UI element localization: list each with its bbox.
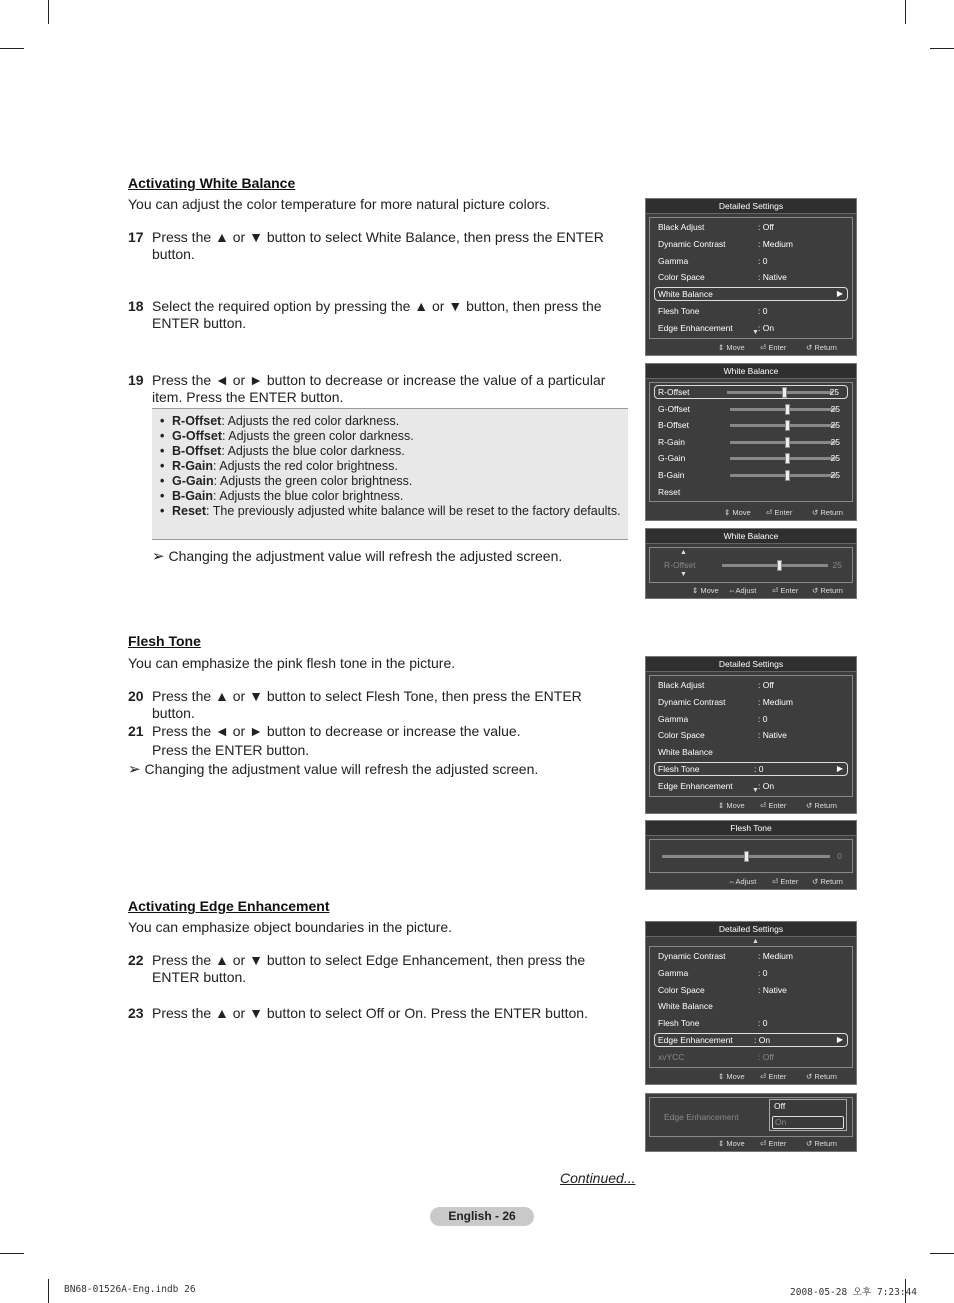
menu-item-value: : Native	[758, 272, 787, 283]
bullet-desc: : Adjusts the green color brightness.	[213, 474, 413, 488]
menu-item-label: White Balance	[658, 289, 713, 300]
enter-hint	[760, 1070, 786, 1084]
wb-item[interactable]	[658, 485, 848, 499]
menu-item-value: : Medium	[758, 696, 793, 707]
osd-slider-box	[649, 547, 853, 583]
return-icon: ↺	[806, 1139, 813, 1148]
return-hint	[806, 1137, 837, 1151]
menu-item-label: Flesh Tone	[658, 306, 700, 316]
menu-item-label: Flesh Tone	[658, 764, 700, 774]
menu-item[interactable]	[658, 949, 848, 963]
return-label: Return	[820, 508, 843, 517]
menu-item-label: White Balance	[658, 747, 713, 758]
enter-label: Enter	[768, 1139, 787, 1148]
slider-track[interactable]	[730, 457, 836, 460]
print-footer-left: BN68-01526A-Eng.indb 26	[64, 1284, 196, 1295]
slider-track[interactable]	[730, 441, 836, 444]
osd-footer	[646, 1137, 856, 1151]
page-number: English - 26	[430, 1207, 534, 1226]
menu-item-label: xvYCC	[658, 1051, 685, 1062]
play-arrow-icon: ▶	[836, 764, 843, 773]
wb-item-value: 25	[830, 420, 840, 431]
bullet-term: Reset	[172, 504, 207, 518]
enter-label: Enter	[768, 801, 787, 810]
adjust-hint	[728, 875, 756, 889]
osd-detailed-settings-3	[645, 921, 857, 1085]
option-dropdown[interactable]	[769, 1099, 847, 1131]
osd-footer	[646, 875, 856, 889]
bullet-item	[160, 429, 628, 444]
move-hint	[724, 506, 751, 520]
enter-icon: ⏎	[766, 508, 773, 517]
white-balance-intro: You can adjust the color temperature for more natural picture colors.	[128, 196, 551, 212]
menu-item-value: : 0	[758, 713, 768, 724]
return-hint	[806, 799, 837, 813]
osd-slider-box	[649, 839, 853, 873]
wb-item[interactable]	[654, 385, 848, 399]
crop-mark	[0, 1253, 24, 1254]
bullet-desc: : Adjusts the red color darkness.	[221, 414, 400, 428]
wb-item-value: 25	[829, 387, 839, 397]
slider-knob[interactable]	[785, 470, 790, 481]
step-text: Press the ▲ or ▼ button to select White Balance, then press the ENTER button.	[152, 229, 604, 262]
step-number: 21	[128, 723, 144, 739]
enter-icon: ⏎	[760, 1139, 767, 1148]
move-hint	[718, 799, 745, 813]
enter-label: Enter	[768, 1072, 787, 1081]
osd-title: Detailed Settings	[646, 199, 856, 214]
edge-enhancement-intro: You can emphasize object boundaries in the picture.	[128, 919, 453, 935]
bullet-term: B-Offset	[172, 444, 222, 458]
enter-icon: ⏎	[760, 343, 767, 352]
osd-slider-row	[658, 558, 848, 572]
crop-mark	[905, 0, 906, 24]
osd-title: Flesh Tone	[646, 821, 856, 836]
scroll-up-icon: ▲	[680, 549, 687, 556]
move-hint	[718, 1070, 745, 1084]
menu-item-value: : 0	[758, 255, 768, 266]
wb-item-label: R-Offset	[658, 387, 690, 397]
return-label: Return	[820, 586, 843, 595]
step-text: Press the ▲ or ▼ button to select Off or On. Press the ENTER button.	[152, 1005, 588, 1021]
return-hint	[812, 875, 843, 889]
menu-item-label: Color Space	[658, 984, 705, 995]
osd-detailed-settings-2	[645, 656, 857, 814]
bullet-item	[160, 474, 628, 489]
menu-item-value: : Off	[758, 680, 774, 690]
menu-item-value: : Native	[758, 730, 787, 741]
bullet-term: R-Offset	[172, 414, 222, 428]
menu-item[interactable]	[654, 762, 848, 776]
step-text: Select the required option by pressing the ▲ or ▼ button, then press the ENTER button.	[152, 298, 602, 331]
osd-title: White Balance	[646, 529, 856, 544]
scroll-down-icon: ▼	[752, 787, 759, 794]
step-20	[128, 688, 628, 722]
osd-flesh-tone	[645, 820, 857, 890]
crop-mark	[0, 48, 24, 49]
osd-menu	[649, 675, 853, 797]
wb-item-label: B-Gain	[658, 470, 685, 480]
enter-hint	[766, 506, 792, 520]
step-text: Press the ENTER button.	[152, 742, 310, 758]
step-17	[128, 229, 628, 263]
move-hint	[718, 341, 745, 355]
return-icon: ↺	[812, 586, 819, 595]
osd-white-balance-adjust	[645, 528, 857, 599]
menu-item-label: Gamma	[658, 713, 689, 724]
bullet-term: G-Gain	[172, 474, 214, 488]
step-number: 19	[128, 372, 144, 388]
slider-track[interactable]	[727, 391, 833, 394]
scroll-up-icon: ▲	[752, 938, 759, 945]
step-text: Press the ▲ or ▼ button to select Flesh Tone, then press the ENTER button.	[152, 688, 582, 721]
section-title-white-balance: Activating White Balance	[128, 175, 296, 191]
slider-track[interactable]	[730, 408, 836, 411]
return-label: Return	[814, 1139, 837, 1148]
menu-item-label: Black Adjust	[658, 680, 705, 690]
menu-item-label: Edge Enhancement	[658, 780, 733, 791]
section-title-flesh-tone: Flesh Tone	[128, 633, 201, 649]
step-22	[128, 952, 628, 986]
note-arrow-icon: ➢	[152, 548, 165, 565]
return-icon: ↺	[806, 1072, 813, 1081]
return-hint	[812, 584, 843, 598]
menu-item-label: Dynamic Contrast	[658, 696, 726, 707]
crop-mark	[48, 0, 49, 24]
bullet-term: G-Offset	[172, 429, 222, 443]
move-hint	[692, 584, 719, 598]
menu-item-label: Black Adjust	[658, 222, 705, 232]
wb-item[interactable]	[658, 435, 848, 449]
menu-item-label: Dynamic Contrast	[658, 951, 726, 961]
note-text: Changing the adjustment value will refresh the adjusted screen.	[168, 548, 563, 564]
return-icon: ↺	[806, 801, 813, 810]
wb-item-value: 25	[830, 403, 840, 414]
crop-mark	[930, 1253, 954, 1254]
move-icon: ⇕	[692, 586, 699, 595]
move-label: Move	[700, 586, 719, 595]
osd-title: Detailed Settings	[646, 922, 856, 937]
step-number: 22	[128, 952, 144, 968]
return-label: Return	[814, 343, 837, 352]
move-label: Move	[726, 1072, 745, 1081]
adjust-icon: ⇔	[728, 877, 736, 886]
adjust-icon: ⇔	[728, 586, 736, 595]
step-number: 17	[128, 229, 144, 245]
bullet-list	[152, 409, 628, 519]
bullet-desc: : Adjusts the blue color darkness.	[221, 444, 405, 458]
menu-item-value: : On	[754, 1035, 771, 1045]
wb-item-label: G-Gain	[658, 453, 686, 464]
menu-item[interactable]	[658, 254, 848, 268]
move-icon: ⇕	[724, 508, 731, 517]
menu-item-value: : Off	[758, 222, 774, 232]
return-label: Return	[814, 801, 837, 810]
step-text: Press the ▲ or ▼ button to select Edge Enhancement, then press the ENTER button.	[152, 952, 586, 985]
adjust-hint	[728, 584, 756, 598]
menu-item[interactable]	[658, 270, 848, 284]
menu-item[interactable]	[658, 983, 848, 997]
slider-knob[interactable]	[785, 453, 790, 464]
crop-mark	[930, 48, 954, 49]
menu-item-value: : 0	[758, 967, 768, 978]
step-number: 23	[128, 1005, 144, 1021]
menu-item[interactable]	[658, 678, 848, 692]
menu-item-label: Flesh Tone	[658, 1018, 700, 1029]
wb-note	[152, 548, 562, 565]
slider-value: 25	[832, 560, 842, 570]
menu-item[interactable]	[658, 966, 848, 980]
slider-knob[interactable]	[777, 560, 782, 571]
menu-item-value: : 0	[758, 306, 768, 316]
menu-item-value: : Off	[758, 1051, 774, 1062]
enter-hint	[760, 1137, 786, 1151]
enter-icon: ⏎	[772, 586, 779, 595]
section-title-edge-enhancement: Activating Edge Enhancement	[128, 898, 330, 914]
bullet-item	[160, 459, 628, 474]
return-icon: ↺	[812, 508, 819, 517]
return-hint	[806, 1070, 837, 1084]
menu-item[interactable]	[658, 237, 848, 251]
return-hint	[806, 341, 837, 355]
step-number: 20	[128, 688, 144, 704]
scroll-down-icon: ▼	[752, 329, 759, 336]
wb-item-label: G-Offset	[658, 403, 690, 414]
return-icon: ↺	[812, 877, 819, 886]
menu-item-label: Dynamic Contrast	[658, 238, 726, 249]
wb-item-value: 25	[830, 453, 840, 464]
bullet-item	[160, 504, 628, 519]
step-18	[128, 298, 628, 332]
menu-item-label: Edge Enhancement	[658, 322, 733, 333]
scroll-down-icon: ▼	[680, 571, 687, 578]
wb-item[interactable]	[658, 402, 848, 416]
move-label: Move	[726, 343, 745, 352]
menu-item[interactable]	[658, 1050, 848, 1064]
osd-menu	[649, 217, 853, 339]
menu-item[interactable]	[658, 728, 848, 742]
play-arrow-icon: ▶	[836, 289, 843, 299]
menu-item[interactable]	[654, 287, 848, 301]
adjust-label: Adjust	[735, 877, 757, 886]
enter-label: Enter	[780, 877, 799, 886]
osd-title: White Balance	[646, 364, 856, 379]
move-icon: ⇕	[718, 1139, 725, 1148]
osd-footer	[646, 584, 856, 598]
wb-item-value: 25	[830, 436, 840, 447]
bullet-item	[160, 489, 628, 504]
enter-hint	[772, 875, 798, 889]
osd-detailed-settings-1	[645, 198, 857, 356]
option-off[interactable]: Off	[774, 1101, 786, 1111]
enter-hint	[760, 799, 786, 813]
menu-item-value: : Medium	[758, 951, 793, 961]
return-icon: ↺	[806, 343, 813, 352]
osd-footer	[646, 1070, 856, 1084]
ft-note	[128, 761, 538, 778]
bullet-item	[160, 414, 628, 429]
menu-item-label: Gamma	[658, 967, 689, 978]
slider-track[interactable]	[730, 474, 836, 477]
move-icon: ⇕	[718, 801, 725, 810]
menu-item-label: Color Space	[658, 730, 705, 741]
step-19	[128, 372, 628, 406]
move-icon: ⇕	[718, 343, 725, 352]
osd-white-balance	[645, 363, 857, 521]
menu-item-value: : On	[758, 780, 775, 791]
enter-hint	[772, 584, 798, 598]
slider-knob[interactable]	[785, 420, 790, 431]
crop-mark	[48, 1279, 49, 1303]
menu-item-value: : Medium	[758, 238, 793, 249]
step-text: Press the ◄ or ► button to decrease or increase the value.	[152, 723, 521, 739]
edge-label: Edge Enhancement	[664, 1112, 739, 1122]
step-number: 18	[128, 298, 144, 314]
menu-item-value: : Native	[758, 984, 787, 995]
bullet-desc: : The previously adjusted white balance will be reset to the factory defaults.	[206, 504, 621, 518]
option-on[interactable]: On	[772, 1116, 844, 1129]
wb-item[interactable]	[658, 468, 848, 482]
menu-item-value: : 0	[754, 764, 764, 774]
slider-knob[interactable]	[785, 437, 790, 448]
slider-track[interactable]	[662, 855, 830, 858]
osd-slider-row	[658, 849, 848, 863]
slider-knob[interactable]	[744, 851, 749, 862]
wb-item[interactable]	[658, 451, 848, 465]
osd-footer	[646, 799, 856, 813]
step-23	[128, 1005, 628, 1022]
move-label: Move	[732, 508, 751, 517]
osd-footer	[646, 506, 856, 520]
slider-track[interactable]	[722, 564, 828, 567]
enter-hint	[760, 341, 786, 355]
continued-label: Continued...	[560, 1170, 636, 1186]
menu-item-label: Color Space	[658, 272, 705, 283]
step-21	[128, 723, 628, 759]
adjust-label: Adjust	[735, 586, 757, 595]
print-footer-right: 2008-05-28 오후 7:23:44	[790, 1287, 918, 1298]
flesh-tone-intro: You can emphasize the pink flesh tone in the picture.	[128, 655, 456, 671]
enter-icon: ⏎	[760, 801, 767, 810]
bullet-desc: : Adjusts the red color brightness.	[212, 459, 398, 473]
move-icon: ⇕	[718, 1072, 725, 1081]
menu-item[interactable]	[658, 999, 848, 1013]
osd-footer	[646, 341, 856, 355]
menu-item[interactable]	[658, 712, 848, 726]
bullet-term: R-Gain	[172, 459, 213, 473]
return-label: Return	[814, 1072, 837, 1081]
enter-label: Enter	[780, 586, 799, 595]
menu-item[interactable]	[658, 220, 848, 234]
enter-icon: ⏎	[772, 877, 779, 886]
osd-edge-enhancement	[645, 1093, 857, 1152]
return-hint	[812, 506, 843, 520]
slider-track[interactable]	[730, 424, 836, 427]
bullet-term: B-Gain	[172, 489, 213, 503]
slider-value: 0	[837, 851, 842, 861]
slider-knob[interactable]	[782, 387, 787, 398]
enter-label: Enter	[768, 343, 787, 352]
wb-item[interactable]	[658, 418, 848, 432]
white-balance-options-box	[152, 408, 628, 540]
enter-icon: ⏎	[760, 1072, 767, 1081]
note-text: Changing the adjustment value will refresh the adjusted screen.	[144, 761, 539, 777]
bullet-desc: : Adjusts the blue color brightness.	[212, 489, 404, 503]
slider-label: R-Offset	[664, 560, 696, 570]
menu-item[interactable]	[658, 304, 848, 318]
menu-item[interactable]	[658, 1016, 848, 1030]
wb-item-label: B-Offset	[658, 420, 690, 431]
menu-item-label: White Balance	[658, 1001, 713, 1012]
move-label: Move	[726, 1139, 745, 1148]
menu-item-value: : 0	[758, 1018, 768, 1029]
menu-item-label: Gamma	[658, 255, 689, 266]
menu-item-label: Edge Enhancement	[658, 1035, 733, 1045]
wb-item-value: 25	[830, 470, 840, 480]
menu-item[interactable]	[658, 745, 848, 759]
menu-item[interactable]	[658, 695, 848, 709]
move-hint	[718, 1137, 745, 1151]
enter-label: Enter	[774, 508, 793, 517]
bullet-item	[160, 444, 628, 459]
return-label: Return	[820, 877, 843, 886]
step-text: Press the ◄ or ► button to decrease or increase the value of a particular item. Press the ENTER button.	[152, 372, 606, 405]
bullet-desc: : Adjusts the green color darkness.	[222, 429, 414, 443]
wb-item-label: R-Gain	[658, 436, 685, 447]
menu-item[interactable]	[654, 1033, 848, 1047]
slider-knob[interactable]	[785, 404, 790, 415]
move-label: Move	[726, 801, 745, 810]
osd-menu	[649, 946, 853, 1068]
osd-title: Detailed Settings	[646, 657, 856, 672]
play-arrow-icon: ▶	[836, 1035, 843, 1044]
osd-wb-list	[649, 382, 853, 502]
wb-item-label: Reset	[658, 486, 681, 497]
menu-item-value: : On	[758, 322, 775, 333]
note-arrow-icon: ➢	[128, 761, 141, 778]
